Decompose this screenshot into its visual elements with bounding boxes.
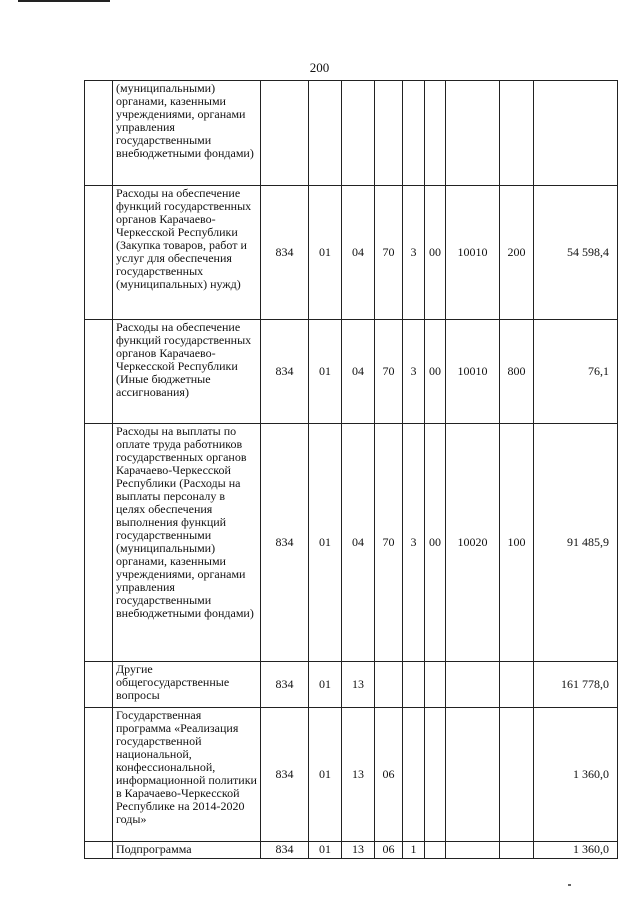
item-name-cell: Расходы на обеспечение функций государственных органов Карачаево-Черкесской Республики (Закупка товаров, работ и услуг для обеспечения государственных (муниципальных) нужд) <box>113 186 261 320</box>
table-row <box>85 81 618 186</box>
budget-table <box>84 80 618 859</box>
item-name-cell: Расходы на выплаты по оплате труда работников государственных органов Карачаево-Черкесской Республики (Расходы на выплаты персоналу в целях обеспечения выполнения функций государственными (муниципальными) органами, казенными учреждениями, органами управления государственными внебюджетными фондами) <box>113 424 261 662</box>
table-row <box>85 708 618 842</box>
direction-code-cell: 10010 <box>446 186 500 320</box>
subprogram-code-cell: 3 <box>403 320 425 424</box>
section-code-cell: 01 <box>309 320 342 424</box>
expense-type-cell <box>500 842 534 859</box>
event-code-cell <box>425 842 446 859</box>
event-code-cell <box>425 81 446 186</box>
amount-cell: 1 360,0 <box>534 842 618 859</box>
event-code-cell: 00 <box>425 424 446 662</box>
subprogram-code-cell <box>403 81 425 186</box>
program-code-cell: 70 <box>375 186 403 320</box>
amount-cell <box>534 81 618 186</box>
row-number-cell <box>85 842 113 859</box>
subsection-code-cell: 13 <box>342 842 375 859</box>
amount-cell: 161 778,0 <box>534 662 618 708</box>
subsection-code-cell <box>342 81 375 186</box>
program-code-cell: 70 <box>375 424 403 662</box>
expense-type-cell <box>500 708 534 842</box>
table-row <box>85 424 618 662</box>
item-name-cell: Государственная программа «Реализация государственной национальной, конфессиональной, информационной политики в Карачаево-Черкесской Республике на 2014-2020 годы» <box>113 708 261 842</box>
scan-speck <box>568 884 571 886</box>
subsection-code-cell: 04 <box>342 320 375 424</box>
ministry-code-cell <box>261 81 309 186</box>
event-code-cell <box>425 662 446 708</box>
expense-type-cell: 800 <box>500 320 534 424</box>
event-code-cell: 00 <box>425 320 446 424</box>
subprogram-code-cell <box>403 662 425 708</box>
amount-cell: 76,1 <box>534 320 618 424</box>
section-code-cell: 01 <box>309 708 342 842</box>
amount-cell: 54 598,4 <box>534 186 618 320</box>
amount-cell: 91 485,9 <box>534 424 618 662</box>
expense-type-cell: 200 <box>500 186 534 320</box>
page-number: 200 <box>309 60 330 75</box>
program-code-cell: 06 <box>375 842 403 859</box>
expense-type-cell <box>500 662 534 708</box>
item-name-cell: Расходы на обеспечение функций государственных органов Карачаево-Черкесской Республики (Иные бюджетные ассигнования) <box>113 320 261 424</box>
subprogram-code-cell: 3 <box>403 424 425 662</box>
program-code-cell <box>375 81 403 186</box>
ministry-code-cell: 834 <box>261 320 309 424</box>
section-code-cell: 01 <box>309 424 342 662</box>
ministry-code-cell: 834 <box>261 424 309 662</box>
direction-code-cell <box>446 662 500 708</box>
subsection-code-cell: 04 <box>342 424 375 662</box>
section-code-cell: 01 <box>309 662 342 708</box>
expense-type-cell <box>500 81 534 186</box>
amount-cell: 1 360,0 <box>534 708 618 842</box>
section-code-cell: 01 <box>309 842 342 859</box>
direction-code-cell: 10010 <box>446 320 500 424</box>
table-row <box>85 320 618 424</box>
subprogram-code-cell: 3 <box>403 186 425 320</box>
item-name-cell: Подпрограмма <box>113 842 261 859</box>
ministry-code-cell: 834 <box>261 662 309 708</box>
direction-code-cell: 10020 <box>446 424 500 662</box>
subsection-code-cell: 13 <box>342 662 375 708</box>
expense-type-cell: 100 <box>500 424 534 662</box>
section-code-cell <box>309 81 342 186</box>
direction-code-cell <box>446 708 500 842</box>
program-code-cell: 70 <box>375 320 403 424</box>
row-number-cell <box>85 662 113 708</box>
ministry-code-cell: 834 <box>261 708 309 842</box>
subsection-code-cell: 13 <box>342 708 375 842</box>
item-name-cell: (муниципальными) органами, казенными учреждениями, органами управления государственными внебюджетными фондами) <box>113 81 261 186</box>
top-edge-line <box>18 0 110 2</box>
table-row <box>85 186 618 320</box>
table-row <box>85 842 618 859</box>
item-name-cell: Другие общегосударственные вопросы <box>113 662 261 708</box>
table-row <box>85 662 618 708</box>
event-code-cell: 00 <box>425 186 446 320</box>
subprogram-code-cell: 1 <box>403 842 425 859</box>
direction-code-cell <box>446 81 500 186</box>
row-number-cell <box>85 320 113 424</box>
program-code-cell <box>375 662 403 708</box>
section-code-cell: 01 <box>309 186 342 320</box>
row-number-cell <box>85 708 113 842</box>
event-code-cell <box>425 708 446 842</box>
row-number-cell <box>85 81 113 186</box>
row-number-cell <box>85 424 113 662</box>
ministry-code-cell: 834 <box>261 186 309 320</box>
ministry-code-cell: 834 <box>261 842 309 859</box>
program-code-cell: 06 <box>375 708 403 842</box>
subsection-code-cell: 04 <box>342 186 375 320</box>
direction-code-cell <box>446 842 500 859</box>
row-number-cell <box>85 186 113 320</box>
subprogram-code-cell <box>403 708 425 842</box>
